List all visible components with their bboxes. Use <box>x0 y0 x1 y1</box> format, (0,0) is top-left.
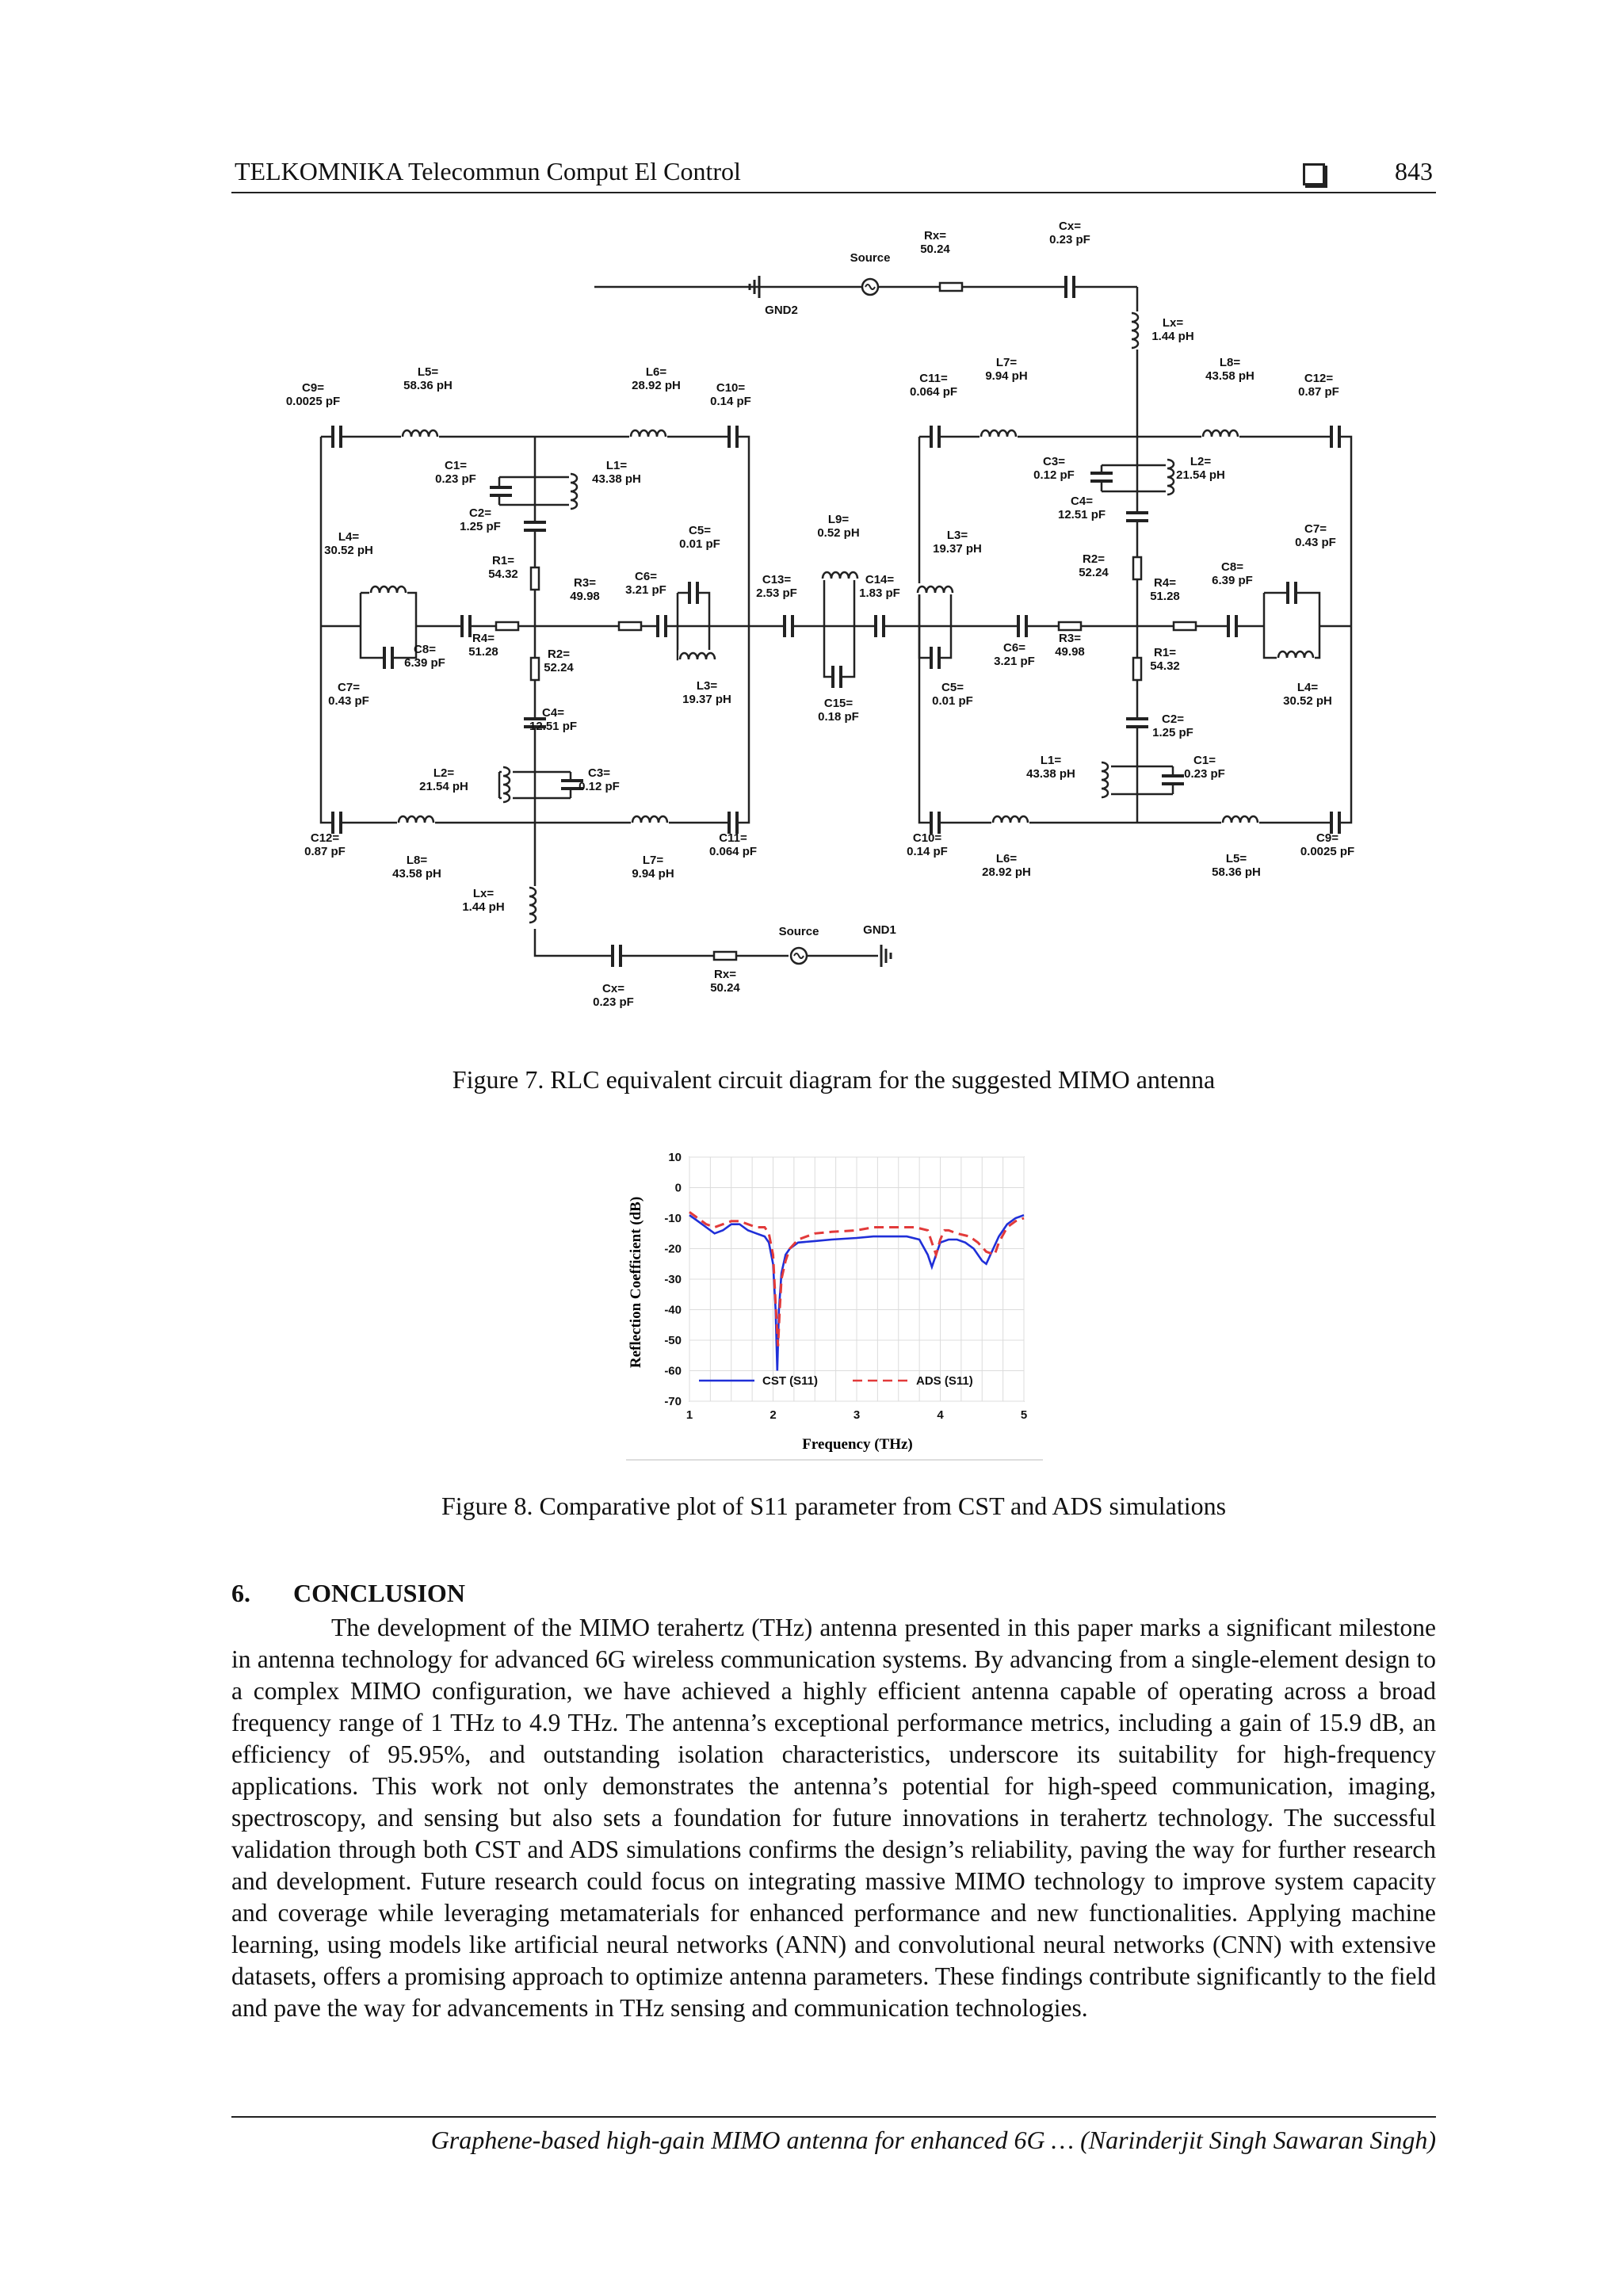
capacitor-c6-right <box>1017 615 1028 637</box>
label-c7: C7= 0.43 pF <box>328 681 369 708</box>
y-tick-label: -70 <box>664 1395 682 1408</box>
inductor-l4-right <box>1277 648 1315 659</box>
capacitor-c13 <box>783 615 794 637</box>
label-lx-left: Lx= 1.44 pH <box>462 887 505 914</box>
label-l3: L3= 19.37 pH <box>682 679 731 706</box>
label-l4-right: L4= 30.52 pH <box>1283 681 1332 708</box>
capacitor-c5-right <box>930 647 941 669</box>
label-c5: C5= 0.01 pF <box>679 524 720 551</box>
resistor-rx-left <box>714 952 736 960</box>
y-tick-label: -10 <box>664 1212 682 1225</box>
capacitor-c3-right <box>1090 472 1113 483</box>
label-c15: C15= 0.18 pF <box>818 697 859 724</box>
label-c6: C6= 3.21 pF <box>625 570 666 597</box>
label-l7-right: L7= 9.94 pH <box>985 356 1028 383</box>
label-l8-right: L8= 43.58 pH <box>1205 356 1254 383</box>
inductor-l7-right <box>980 427 1018 438</box>
capacitor-c1 <box>490 486 512 497</box>
resistor-r4-right <box>1174 622 1196 630</box>
capacitor-c7 <box>383 647 394 669</box>
label-c5-right: C5= 0.01 pF <box>932 681 973 708</box>
capacitor-c7-right <box>1286 582 1297 604</box>
label-c9: C9= 0.0025 pF <box>285 381 341 408</box>
inductor-l3-right <box>916 583 954 594</box>
section-title: CONCLUSION <box>293 1579 465 1607</box>
capacitor-c8 <box>460 615 472 637</box>
y-tick-label: -50 <box>664 1334 682 1347</box>
page-header <box>231 155 1436 193</box>
label-c4: C4= 12.51 pF <box>529 706 578 733</box>
label-r4: R4= 51.28 <box>468 632 498 659</box>
inductor-l4 <box>369 583 407 594</box>
page-footer: Graphene-based high-gain MIMO antenna for enhanced 6G … (Narinderjit Singh Sawaran Singh) <box>231 2116 1436 2155</box>
capacitor-cx-right <box>1064 276 1075 298</box>
label-c1: C1= 0.23 pF <box>435 459 476 486</box>
label-c10-right: C10= 0.14 pF <box>907 831 948 858</box>
label-c4-right: C4= 12.51 pF <box>1057 495 1106 521</box>
label-l5: L5= 58.36 pH <box>403 365 453 392</box>
label-l2-right: L2= 21.54 pH <box>1176 455 1225 482</box>
inductor-l6-right <box>991 813 1029 824</box>
inductor-l7 <box>631 813 669 824</box>
section-number: 6. <box>231 1579 250 1607</box>
label-l5-right: L5= 58.36 pH <box>1212 852 1261 879</box>
label-r2-right: R2= 52.24 <box>1079 552 1109 579</box>
label-c2: C2= 1.25 pF <box>460 506 501 533</box>
label-l1: L1= 43.38 pH <box>592 459 641 486</box>
resistor-r1-right <box>1133 658 1141 680</box>
label-c3: C3= 0.12 pF <box>579 766 620 793</box>
label-c2-right: C2= 1.25 pF <box>1152 712 1193 739</box>
inductor-l2 <box>502 766 513 804</box>
label-l3-right: L3= 19.37 pH <box>933 529 982 556</box>
circuit-diagram <box>277 208 1371 1040</box>
label-gnd2: GND2 <box>765 304 798 317</box>
inductor-l1 <box>569 472 580 510</box>
capacitor-c12 <box>331 812 342 834</box>
x-tick-label: 4 <box>937 1408 944 1422</box>
source-left <box>791 948 807 964</box>
label-gnd1: GND1 <box>863 923 896 937</box>
label-l6-right: L6= 28.92 pH <box>982 852 1031 879</box>
chart-xlabel: Frequency (THz) <box>802 1436 913 1453</box>
legend-label-ads: ADS (S11) <box>916 1374 973 1388</box>
label-c12-right: C12= 0.87 pF <box>1298 372 1339 399</box>
label-c11: C11= 0.064 pF <box>708 831 758 858</box>
box-bullet-icon <box>1303 163 1325 185</box>
conclusion-paragraph: The development of the MIMO terahertz (THz) antenna presented in this paper marks a significant milestone in antenna technology for advanced 6G wireless communication systems. By advancing from a single-element design to a complex MIMO configuration, we have achieved a highly efficient antenna capable of operating across a broad frequency range of 1 THz to 4.9 THz. The antenna’s exceptional performance metrics, including a gain of 15.9 dB, an efficiency of 95.95%, and outstanding isolation characteristics, underscore its suitability for high-frequency applications. This work not only demonstrates the antenna’s potential for high-speed communication, imaging, spectroscopy, and sensing but also sets a foundation for future innovations in terahertz technology. The successful validation through both CST and ADS simulations confirms the design’s reliability, paving the way for further research and development. Future research could focus on integrating massive MIMO technology to improve system capacity and coverage while leveraging metamaterials for enhanced performance and new functionalities. Applying machine learning, using models like artificial neural networks (ANN) and convolutional neural networks (CNN) with extensive datasets, offers a promising approach to optimize antenna parameters. These findings contribute significantly to the field and pave the way for advancements in THz sensing and communication technologies. <box>231 1614 1436 2022</box>
capacitor-c11-right <box>930 426 941 448</box>
capacitor-c5 <box>688 582 699 604</box>
label-lx-right: Lx= 1.44 pH <box>1151 316 1194 343</box>
capacitor-c1-right <box>1162 774 1184 785</box>
capacitor-c2 <box>524 521 546 532</box>
capacitor-c2-right <box>1126 717 1148 728</box>
label-c13: C13= 2.53 pF <box>756 573 797 600</box>
label-r4-right: R4= 51.28 <box>1150 576 1180 603</box>
label-r3-right: R3= 49.98 <box>1055 632 1085 659</box>
resistor-r1 <box>531 567 539 590</box>
label-r3: R3= 49.98 <box>570 576 600 603</box>
inductor-l5-right <box>1221 813 1259 824</box>
label-source-right: Source <box>850 251 891 265</box>
label-c8: C8= 6.39 pF <box>404 643 445 670</box>
capacitor-c14 <box>874 615 885 637</box>
inductor-l8-right <box>1201 427 1239 438</box>
capacitor-c9-right <box>1330 812 1341 834</box>
inductor-l1-right <box>1100 761 1111 799</box>
label-rx-right: Rx= 50.24 <box>920 229 950 256</box>
journal-title: TELKOMNIKA Telecommun Comput El Control <box>235 157 741 185</box>
capacitor-c8-right <box>1227 615 1238 637</box>
x-tick-label: 2 <box>769 1408 777 1422</box>
label-c11-right: C11= 0.064 pF <box>909 372 958 399</box>
inductor-lx-left <box>528 886 539 924</box>
y-tick-label: -20 <box>664 1242 682 1256</box>
source-right <box>862 279 878 295</box>
resistor-r3-right <box>1059 622 1081 630</box>
section-heading <box>231 1579 465 1608</box>
label-c9-right: C9= 0.0025 pF <box>1300 831 1355 858</box>
resistor-rx-right <box>940 283 962 291</box>
capacitor-c15 <box>831 666 842 688</box>
x-tick-label: 5 <box>1020 1408 1028 1422</box>
x-tick-label: 1 <box>685 1408 693 1422</box>
capacitor-c12-right <box>1330 426 1341 448</box>
figure8-caption: Figure 8. Comparative plot of S11 parameter from CST and ADS simulations <box>441 1492 1227 1520</box>
label-cx-right: Cx= 0.23 pF <box>1049 220 1090 246</box>
inductor-l6 <box>629 427 667 438</box>
ground-gnd1 <box>881 945 891 967</box>
s11-chart <box>610 1140 1054 1465</box>
label-rx-left: Rx= 50.24 <box>710 968 740 995</box>
resistor-r4 <box>496 622 518 630</box>
label-r2: R2= 52.24 <box>544 648 574 674</box>
capacitor-cx-left <box>611 945 622 967</box>
inductor-l8 <box>397 813 435 824</box>
y-tick-label: -40 <box>664 1303 682 1317</box>
capacitor-c6 <box>656 615 667 637</box>
capacitor-c11 <box>727 812 739 834</box>
resistor-r2 <box>531 658 539 680</box>
label-c6-right: C6= 3.21 pF <box>994 641 1035 668</box>
label-source-left: Source <box>778 925 819 938</box>
inductor-l9 <box>821 569 859 580</box>
resistor-r2-right <box>1133 557 1141 579</box>
inductor-l2-right <box>1166 458 1177 496</box>
label-c10: C10= 0.14 pF <box>710 381 751 408</box>
label-c7-right: C7= 0.43 pF <box>1295 522 1336 549</box>
label-l7: L7= 9.94 pH <box>632 854 674 881</box>
label-c1-right: C1= 0.23 pF <box>1184 754 1225 781</box>
chart-ylabel: Reflection Coefficient (dB) <box>628 1196 644 1369</box>
label-c12: C12= 0.87 pF <box>304 831 346 858</box>
label-l8: L8= 43.58 pH <box>392 854 441 881</box>
label-l1-right: L1= 43.38 pH <box>1026 754 1075 781</box>
label-l4: L4= 30.52 pH <box>324 530 373 557</box>
label-c3-right: C3= 0.12 pF <box>1033 455 1075 482</box>
capacitor-c9 <box>331 426 342 448</box>
page-number: 843 <box>1395 157 1433 185</box>
label-r1: R1= 54.32 <box>488 554 518 581</box>
resistor-r3 <box>619 622 641 630</box>
capacitor-c10-right <box>930 812 941 834</box>
y-tick-label: 0 <box>674 1181 682 1195</box>
capacitor-c10 <box>727 426 739 448</box>
label-l9: L9= 0.52 pH <box>817 513 860 540</box>
legend-label-cst: CST (S11) <box>762 1374 819 1388</box>
inductor-l5 <box>401 427 439 438</box>
inductor-l3 <box>678 650 716 661</box>
label-cx-left: Cx= 0.23 pF <box>593 982 634 1009</box>
capacitor-c4-right <box>1126 511 1148 522</box>
label-l6: L6= 28.92 pH <box>632 365 681 392</box>
y-tick-label: -60 <box>664 1364 682 1378</box>
label-c8-right: C8= 6.39 pF <box>1212 560 1253 587</box>
label-r1-right: R1= 54.32 <box>1150 646 1180 673</box>
label-l2: L2= 21.54 pH <box>419 766 468 793</box>
y-tick-label: -30 <box>664 1273 682 1286</box>
label-c14: C14= 1.83 pF <box>859 573 900 600</box>
y-tick-label: 10 <box>668 1151 682 1164</box>
figure7-caption: Figure 7. RLC equivalent circuit diagram for the suggested MIMO antenna <box>452 1065 1216 1094</box>
inductor-lx-right <box>1130 311 1141 350</box>
x-tick-label: 3 <box>853 1408 861 1422</box>
